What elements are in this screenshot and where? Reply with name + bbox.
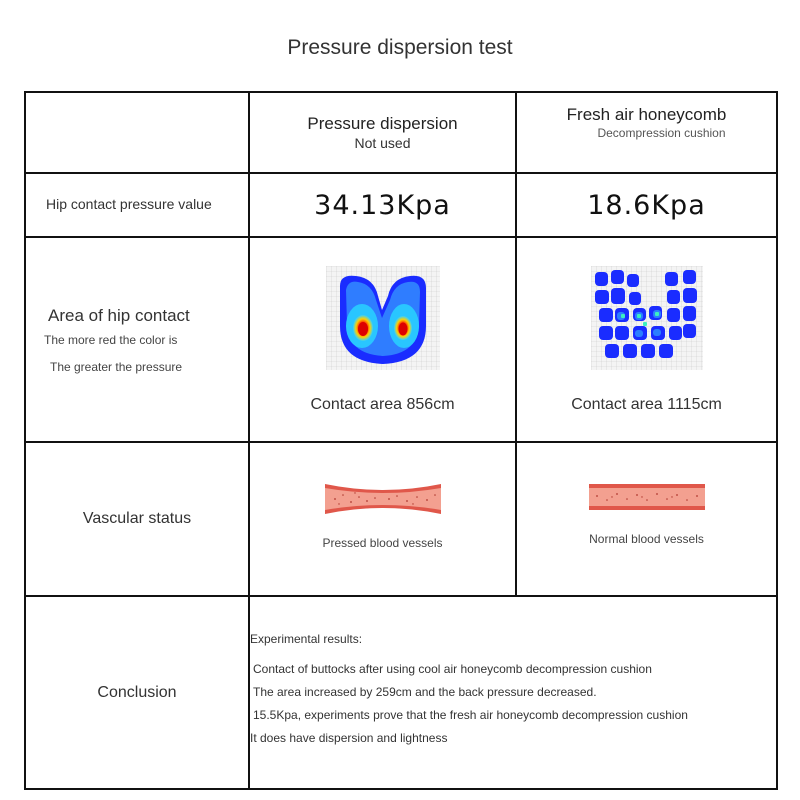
normal-vessel-caption: Normal blood vessels [589,532,704,546]
conclusion-line: The area increased by 259cm and the back pressure decreased. [253,684,597,699]
area-label-cell [25,237,249,442]
area-label: Area of hip contact [48,305,190,325]
header-col3-subtitle: Decompression cushion [597,126,726,140]
contact-area-col2: Contact area 856cm [310,395,455,413]
header-col2 [249,92,516,173]
conclusion-text-cell [249,596,777,789]
pressure-value-col2: 34.13Kpa [249,173,516,237]
header-col3-title: Fresh air honeycomb [566,105,727,124]
conclusion-line: Contact of buttocks after using cool air honeycomb decompression cushion [253,661,652,676]
vascular-label-cell [25,442,249,596]
pressure-value-col3: 18.6Kpa [516,173,777,237]
header-col2-title: Pressure dispersion [307,114,458,133]
pressed-vessel-caption: Pressed blood vessels [322,536,443,550]
vascular-row [25,442,777,596]
header-row [25,92,777,173]
area-col3 [516,237,777,442]
page-title: Pressure dispersion test [287,36,513,59]
area-row [25,237,777,442]
pressure-heatmap-honeycomb-icon [591,266,703,370]
pressure-heatmap-u-shape-icon [326,266,440,370]
conclusion-line: 15.5Kpa, experiments prove that the fresh air honeycomb decompression cushion [253,707,688,722]
area-note-1: The more red the color is [44,332,178,347]
conclusion-line: Experimental results: [250,631,363,646]
conclusion-label-cell [25,596,249,789]
vascular-label: Vascular status [82,510,192,527]
conclusion-label: Conclusion [97,683,177,701]
empty-corner-cell [25,92,249,173]
conclusion-row [25,596,777,789]
normal-blood-vessel-icon [587,482,707,512]
area-col2 [249,237,516,442]
conclusion-line: It does have dispersion and lightness [250,730,448,745]
pressure-label-cell [25,173,249,237]
area-note-2: The greater the pressure [50,359,183,374]
header-col3 [516,92,777,173]
contact-area-col3: Contact area 1115cm [571,395,722,413]
vascular-col2 [249,442,516,596]
pressure-label: Hip contact pressure value [46,196,212,212]
pressed-blood-vessel-icon [323,482,443,516]
comparison-table [24,91,778,790]
header-col2-subtitle: Not used [354,135,411,151]
vascular-col3 [516,442,777,596]
pressure-row [25,173,777,237]
